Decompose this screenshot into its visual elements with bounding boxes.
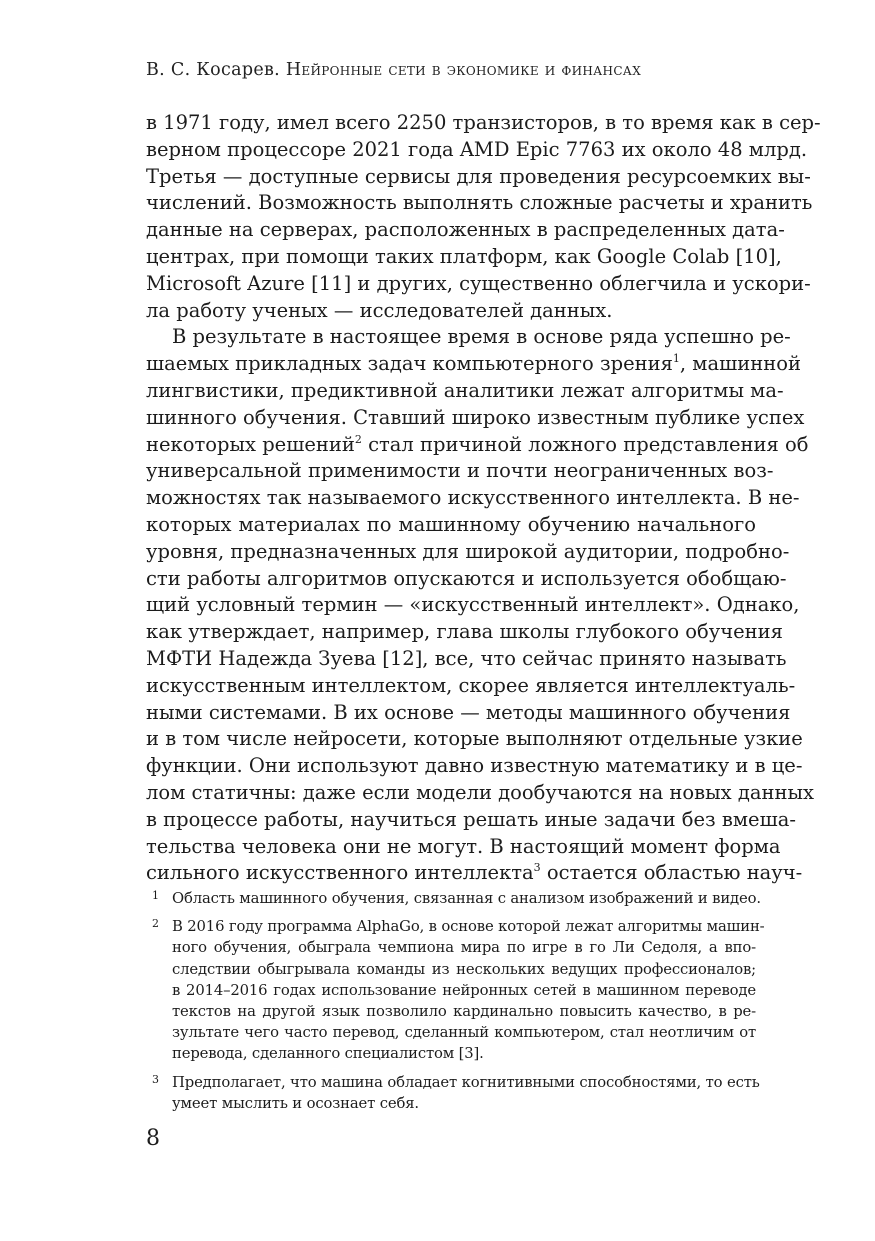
page-number: 8 [146,1126,160,1151]
text-line [146,432,809,459]
footnotes [146,888,765,1121]
text-line: центрах, при помощи таких платформ, как Google Colab [10], [146,244,782,268]
text-line: можностях так называемого искусственного интеллекта. В не- [146,486,800,510]
footnote-1 [146,888,761,909]
paragraph-1 [146,110,821,324]
text-line: как утверждает, например, глава школы глубокого обучения [146,620,783,644]
text-line: в процессе работы, научиться решать иные задачи без вмеша- [146,807,796,831]
text-segment: остается областью науч- [540,861,803,885]
text-line: ными системами. В их основе — методы машинного обучения [146,700,791,724]
footnote-marker: 3 [152,1072,159,1086]
footnote-line: следствии обыгрывала команды из нескольких ведущих профессионалов; [172,960,756,978]
footnote-line: Предполагает, что машина обладает когнитивными способностями, то есть [172,1073,760,1091]
footnote-line: текстов на другой язык позволило кардинально повысить качество, в ре- [172,1003,756,1021]
footnote-line: в 2014–2016 годах использование нейронных сетей в машинном переводе [172,981,756,999]
text-line: функции. Они используют давно известную математику и в це- [146,754,803,778]
text-line: Третья — доступные сервисы для проведения ресурсоемких вы- [146,164,811,188]
running-head [146,60,786,80]
running-head-author: В. С. Косарев. [146,60,280,80]
text-line: уровня, предназначенных для широкой аудитории, подробно- [146,539,790,563]
text-line: щий условный термин — «искусственный интеллект». Однако, [146,593,800,617]
footnote-line: зультате чего часто перевод, сделанный компьютером, стал неотличим от [172,1024,756,1042]
text-line: Microsoft Azure [11] и других, существенно облегчила и ускори- [146,271,811,295]
footnote-line: перевода, сделанного специалистом [3]. [172,1045,484,1063]
footnote-ref-3[interactable]: 3 [533,861,541,875]
footnote-line: ного обучения, обыграла чемпиона мира по игре в го Ли Седоля, а впо- [172,939,756,957]
footnote-2 [146,916,765,1064]
text-line: данные на серверах, расположенных в распределенных дата- [146,218,785,242]
footnote-3 [146,1072,760,1114]
text-line: которых материалах по машинному обучению начального [146,512,756,536]
text-line: тельства человека они не могут. В настоящий момент форма [146,834,781,858]
footnote-marker: 1 [152,889,159,902]
text-line: верном процессоре 2021 года AMD Epic 7763 их около 48 млрд. [146,137,808,161]
text-line: ла работу ученых — исследователей данных. [146,298,613,322]
text-line: сти работы алгоритмов опускаются и используется обобщаю- [146,566,787,590]
text-segment: некоторых решений [146,432,355,456]
text-segment: сильного искусственного интеллекта [146,861,534,885]
footnote-ref-1[interactable]: 1 [672,352,680,366]
footnote-ref-2[interactable]: 2 [354,432,362,446]
text-line: лингвистики, предиктивной аналитики лежат алгоритмы ма- [146,378,784,402]
text-line [146,860,803,887]
text-line: лом статичны: даже если модели дообучаются на новых данных [146,780,814,804]
text-line: шинного обучения. Ставший широко известным публике успех [146,405,805,429]
text-line: и в том числе нейросети, которые выполняют отдельные узкие [146,727,803,751]
paragraph-2 [146,324,814,887]
footnote-line: умеет мыслить и осознает себя. [172,1094,419,1112]
text-line: МФТИ Надежда Зуева [12], все, что сейчас принято называть [146,646,787,670]
text-segment: стал причиной ложного представления об [361,432,809,456]
text-line [146,351,801,378]
text-line: универсальной применимости и почти неограниченных воз- [146,459,774,483]
text-line: искусственным интеллектом, скорее является интеллектуаль- [146,673,796,697]
text-segment: , машинной [679,352,801,376]
footnote-line: Область машинного обучения, связанная с анализом изображений и видео. [172,890,761,907]
footnote-marker: 2 [152,917,159,931]
running-head-title: Нейронные сети в экономике и финансах [285,60,642,80]
text-segment: шаемых прикладных задач компьютерного зрения [146,352,673,376]
text-line: В результате в настоящее время в основе ряда успешно ре- [172,325,791,349]
main-text [146,110,821,887]
footnote-line: В 2016 году программа AlphaGo, в основе которой лежат алгоритмы машин- [172,918,765,936]
text-line: в 1971 году, имел всего 2250 транзисторов, в то время как в сер- [146,111,821,134]
text-line: числений. Возможность выполнять сложные расчеты и хранить [146,191,813,215]
